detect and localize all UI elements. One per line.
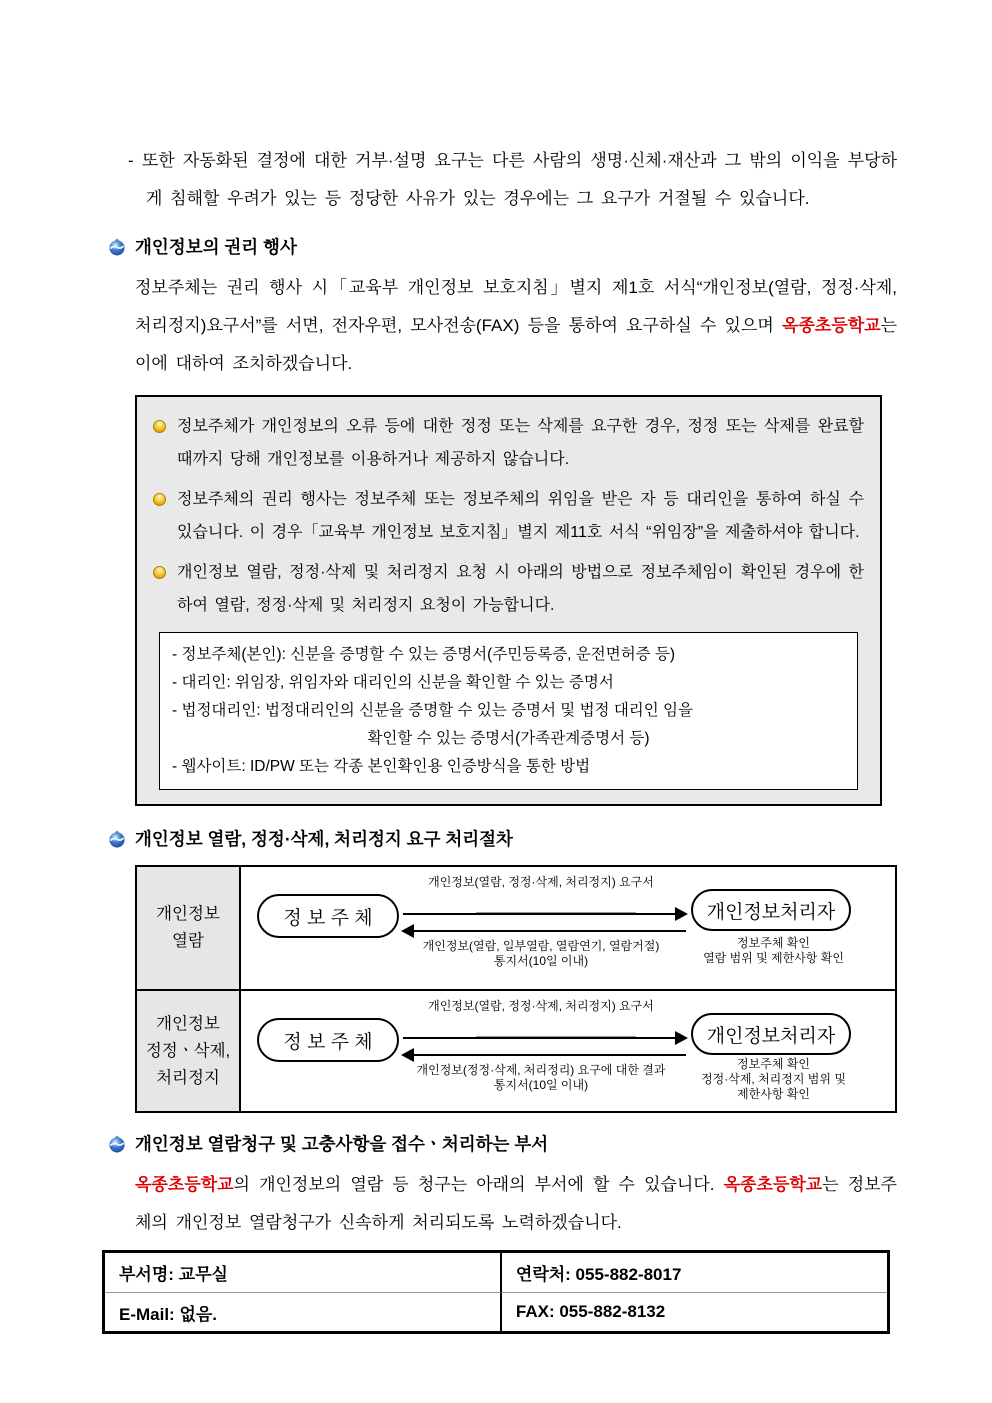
- department-text-2: 는 정보주체의 개인정보 열람청구가 신속하게 처리되도록 노력하겠습니다.: [135, 1175, 897, 1232]
- intro-text: 또한 자동화된 결정에 대한 거부·설명 요구는 다른 사람의 생명·신체·재산과 그 밖의 이익을 부당하게 침해할 우려가 있는 등 정당한 사유가 있는 경우에는 그 요구가 거절될 수 있습니다.: [141, 151, 897, 208]
- procedure-diagram: [135, 865, 897, 1113]
- processor-note: [666, 936, 881, 966]
- label-line: 처리정지: [156, 1068, 220, 1087]
- data-subject-label: 정 보 주 체: [283, 1031, 373, 1053]
- method-line: - 법정대리인: 법정대리인의 신분을 증명할 수 있는 증명서 및 법정 대리인 임을: [172, 702, 694, 719]
- department-paragraph: [135, 1166, 897, 1242]
- data-processor-label: 개인정보처리자: [706, 1025, 836, 1047]
- response-arrow-label: [381, 1063, 701, 1093]
- section-title: 개인정보의 권리 행사: [135, 237, 297, 257]
- response-arrow-label: [381, 939, 701, 969]
- intro-dash: -: [128, 151, 134, 170]
- processor-note: [666, 1057, 881, 1102]
- response-arrow-icon: [403, 930, 686, 932]
- data-subject-oval: [257, 1018, 399, 1062]
- intro-paragraph: [128, 142, 897, 218]
- notice-bullet: [153, 483, 864, 549]
- school-name: 옥종초등학교: [782, 316, 881, 335]
- label-line: 개인정보: [156, 1014, 220, 1033]
- globe-bullet-icon: [108, 830, 126, 848]
- note-line: 제한사항 확인: [737, 1087, 810, 1101]
- data-processor-oval: [691, 889, 851, 931]
- request-arrow-label: 개인정보(열람, 정정·삭제, 처리정지) 요구서: [428, 999, 654, 1013]
- section-header-rights: [108, 234, 897, 259]
- response-arrow-icon: [403, 1054, 686, 1056]
- contact-table: [102, 1250, 890, 1334]
- notice-bullet-text: 개인정보 열람, 정정·삭제 및 처리정지 요청 시 아래의 방법으로 정보주체임이 확인된 경우에 한하여 열람, 정정·삭제 및 처리정지 요청이 가능합니다.: [177, 564, 864, 614]
- data-processor-oval: [691, 1013, 851, 1055]
- contact-cell-department: 부서명: 교무실: [119, 1265, 228, 1284]
- gold-bullet-icon: [153, 566, 166, 579]
- request-arrow-icon: [403, 1037, 686, 1039]
- response-line: 통지서(10일 이내): [493, 954, 589, 968]
- contact-cell-email: E-Mail: 없음.: [105, 1292, 500, 1331]
- note-line: 열람 범위 및 제한사항 확인: [703, 951, 844, 965]
- diagram-row-label: [137, 991, 241, 1111]
- label-line: 열람: [172, 932, 204, 950]
- rights-text-2: 는 이에 대하여 조치하겠습니다.: [135, 316, 897, 373]
- label-line: 개인정보: [156, 905, 220, 923]
- section-header-department: [108, 1131, 897, 1156]
- notice-bullet-text: 정보주체의 권리 행사는 정보주체 또는 정보주체의 위임을 받은 자 등 대리인을 통하여 하실 수 있습니다. 이 경우「교육부 개인정보 보호지침」별지 제11호 서식 “위임장”을 제출하셔야 합니다.: [177, 491, 864, 541]
- gold-bullet-icon: [153, 493, 166, 506]
- request-arrow-icon: [403, 913, 686, 915]
- request-arrow-label: 개인정보(열람, 정정·삭제, 처리정지) 요구서: [428, 875, 654, 889]
- section-header-procedure: [108, 826, 897, 851]
- rights-text-1: 정보주체는 권리 행사 시「교육부 개인정보 보호지침」별지 제1호 서식“개인정보(열람, 정정·삭제, 처리정지)요구서”를 서면, 전자우편, 모사전송(FAX) 등을 통하여 요구하실 수 있으며: [135, 278, 897, 335]
- data-processor-label: 개인정보처리자: [706, 901, 836, 923]
- response-line: 개인정보(정정·삭제, 처리정리) 요구에 대한 결과: [416, 1063, 666, 1077]
- data-subject-label: 정 보 주 체: [283, 907, 373, 929]
- rights-paragraph: [135, 269, 897, 383]
- contact-cell-phone: 연락처: 055-882-8017: [500, 1253, 887, 1292]
- section-title: 개인정보 열람청구 및 고충사항을 접수ㆍ처리하는 부서: [135, 1134, 549, 1154]
- notice-bullet-text: 정보주체가 개인정보의 오류 등에 대한 정정 또는 삭제를 요구한 경우, 정정 또는 삭제를 완료할 때까지 당해 개인정보를 이용하거나 제공하지 않습니다.: [177, 418, 864, 468]
- diagram-row-access: [137, 867, 895, 989]
- diagram-row-content: [241, 991, 895, 1111]
- gold-bullet-icon: [153, 420, 166, 433]
- note-line: 정보주체 확인: [737, 936, 810, 950]
- globe-bullet-icon: [108, 1135, 126, 1153]
- section-title: 개인정보 열람, 정정·삭제, 처리정지 요구 처리절차: [135, 829, 513, 849]
- school-name: 옥종초등학교: [723, 1175, 823, 1194]
- method-line: - 웹사이트: ID/PW 또는 각종 본인확인용 인증방식을 통한 방법: [172, 758, 591, 775]
- notice-bullet: [153, 556, 864, 622]
- label-line: 정정ㆍ삭제,: [145, 1041, 231, 1060]
- response-line: 개인정보(열람, 일부열람, 열람연기, 열람거절): [422, 939, 660, 953]
- diagram-row-label: [137, 867, 241, 989]
- globe-bullet-icon: [108, 238, 126, 256]
- notice-bullet: [153, 410, 864, 476]
- note-line: 정보주체 확인: [737, 1057, 810, 1071]
- method-line-continuation: 확인할 수 있는 증명서(가족관계증명서 등): [367, 730, 650, 747]
- school-name: 옥종초등학교: [135, 1175, 234, 1194]
- method-line: - 대리인: 위임장, 위임자와 대리인의 신분을 확인할 수 있는 증명서: [172, 674, 614, 691]
- diagram-row-content: [241, 867, 895, 989]
- note-line: 정정·삭제, 처리정지 범위 및: [701, 1072, 846, 1086]
- diagram-row-correction: [137, 989, 895, 1111]
- method-line: - 정보주체(본인): 신분을 증명할 수 있는 증명서(주민등록증, 운전면허증 등): [172, 646, 676, 663]
- verification-methods-box: [159, 632, 858, 790]
- rights-notice-box: [135, 395, 882, 806]
- response-line: 통지서(10일 이내): [493, 1078, 589, 1092]
- data-subject-oval: [257, 894, 399, 938]
- contact-cell-fax: FAX: 055-882-8132: [500, 1292, 887, 1331]
- department-text-1: 의 개인정보의 열람 등 청구는 아래의 부서에 할 수 있습니다.: [233, 1175, 724, 1194]
